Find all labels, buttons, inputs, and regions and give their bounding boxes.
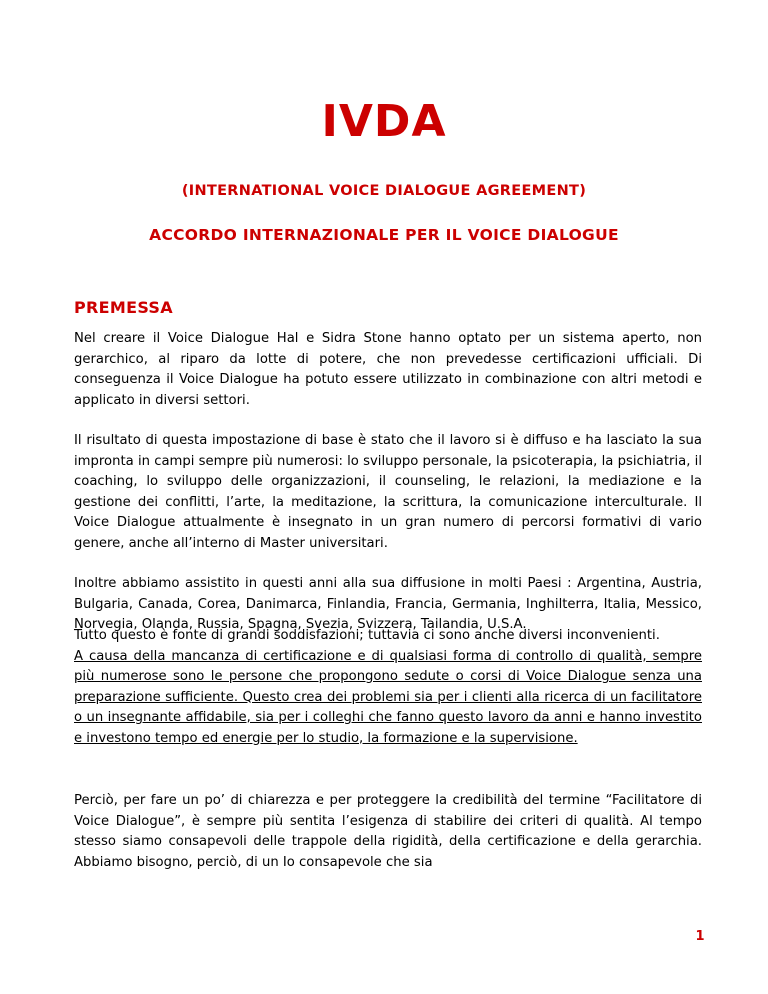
paragraph-1: Nel creare il Voice Dialogue Hal e Sidra Stone hanno optato per un sistema aperto, non gerarchico, al riparo da lotte di potere, che non prevedesse certificazioni ufficiali. Di conseguenza il Voice Dialogue ha potuto essere utilizzato in combinazione con altri metodi e applicato in diversi settori. xyxy=(74,331,702,408)
page-number: 1 xyxy=(695,929,705,944)
paragraph-4-underlined: A causa della mancanza di certificazione e di qualsiasi forma di controllo di qualità, sempre più numerose sono le persone che propongono sedute o corsi di Voice Dialogue senza una preparazione sufficiente. Questo crea dei problemi sia per i clienti alla ricerca di un facilitatore o un insegnante affidabile, sia per i colleghi che fanno questo lavoro da anni e hanno investito e investono tempo ed energie per lo studio, la formazione e la supervisione. xyxy=(74,648,702,746)
subtitle-italian: ACCORDO INTERNAZIONALE PER IL VOICE DIALOGUE xyxy=(149,226,619,244)
subtitle-english: (INTERNATIONAL VOICE DIALOGUE AGREEMENT) xyxy=(181,183,587,199)
paragraph-4 xyxy=(74,626,702,749)
paragraph-5: Perciò, per fare un po’ di chiarezza e per proteggere la credibilità del termine “Facilitatore di Voice Dialogue”, è sempre più sentita l’esigenza di stabilire dei criteri di qualità. Al tempo stesso siamo consapevoli delle trappole della rigidità, della certificazione e della gerarchia. Abbiamo bisogno, perciò, di un Io consapevole che sia xyxy=(74,793,702,870)
document-title: IVDA xyxy=(321,96,447,147)
paragraph-4-intro: Tutto questo è fonte di grandi soddisfazioni; tuttavia ci sono anche diversi inconvenienti. xyxy=(74,628,660,643)
paragraph-2: Il risultato di questa impostazione di base è stato che il lavoro si è diffuso e ha lasciato la sua impronta in campi sempre più numerosi: lo sviluppo personale, la psicoterapia, la psichiatria, il coaching, lo sviluppo delle organizzazioni, il counseling, le relazioni, la mediazione e la gestione dei conflitti, l’arte, la meditazione, la scrittura, la comunicazione interculturale. Il Voice Dialogue attualmente è insegnato in un gran numero di percorsi formativi di vario genere, anche all’interno di Master universitari. xyxy=(74,433,702,551)
paragraph-3: Inoltre abbiamo assistito in questi anni alla sua diffusione in molti Paesi : Argentina, Austria, Bulgaria, Canada, Corea, Danimarca, Finlandia, Francia, Germania, Inghilterra, Italia, Messico, Norvegia, Olanda, Russia, Spagna, Svezia, Svizzera, Tailandia, U.S.A. xyxy=(74,576,702,632)
section-heading: PREMESSA xyxy=(74,298,173,317)
